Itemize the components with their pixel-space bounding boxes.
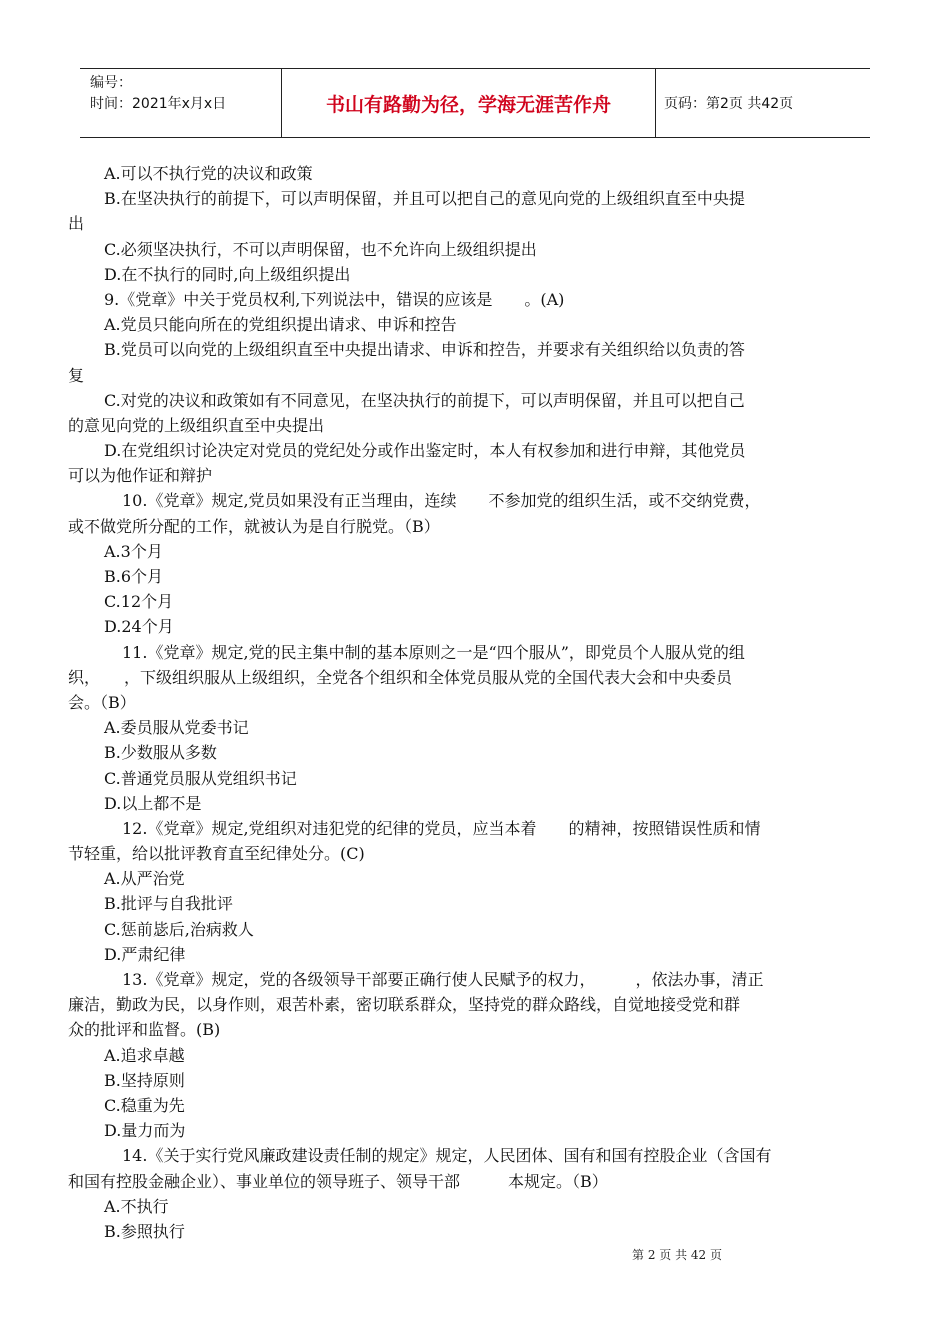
question-line: 9.《党章》中关于党员权利,下列说法中，错误的应该是 。(A) (104, 289, 565, 309)
text-line: 众的批评和监督。(B) (68, 1020, 221, 1040)
text-line: D.在不执行的同时,向上级组织提出 (104, 264, 351, 284)
text-line: B.参照执行 (104, 1221, 185, 1241)
text-line: 和国有控股金融企业）、事业单位的领导班子、领导干部 本规定。（B） (68, 1171, 608, 1191)
question-line: 14.《关于实行党风廉政建设责任制的规定》规定，人民团体、国有和国有控股企业（含国有 (122, 1146, 772, 1166)
text-line: D.以上都不是 (104, 793, 202, 813)
text-line: 复 (68, 365, 85, 385)
header-motto: 书山有路勤为径，学海无涯苦作舟 (282, 69, 656, 137)
text-line: D.24个月 (104, 617, 174, 637)
header-meta (80, 69, 282, 137)
text-line: A.3个月 (104, 541, 163, 561)
text-line: B.在坚决执行的前提下，可以声明保留，并且可以把自己的意见向党的上级组织直至中央提 (104, 189, 745, 209)
text-line: B.批评与自我批评 (104, 894, 233, 914)
text-line: B.少数服从多数 (104, 743, 217, 763)
text-line: 廉洁，勤政为民，以身作则，艰苦朴素，密切联系群众，坚持党的群众路线，自觉地接受党和群 (68, 995, 741, 1015)
text-line: 的意见向党的上级组织直至中央提出 (68, 415, 325, 435)
text-line: C.普通党员服从党组织书记 (104, 768, 297, 788)
text-line: B.党员可以向党的上级组织直至中央提出请求、申诉和控告，并要求有关组织给以负责的答 (104, 340, 745, 360)
text-line: 会。（B） (68, 692, 136, 712)
text-line: C.惩前毖后,治病救人 (104, 919, 254, 939)
text-line: A.可以不执行党的决议和政策 (104, 164, 313, 183)
text-line: 出 (68, 214, 85, 234)
text-line: 或不做党所分配的工作，就被认为是自行脱党。（B） (68, 516, 440, 536)
document-code-label: 编号： (90, 75, 132, 91)
text-line: D.严肃纪律 (104, 944, 186, 964)
text-line: A.追求卓越 (104, 1045, 185, 1065)
text-line: 节轻重，给以批评教育直至纪律处分。(C) (68, 844, 365, 864)
text-line: C.12个月 (104, 592, 174, 612)
text-line: 可以为他作证和辩护 (68, 466, 213, 486)
page-header (80, 68, 870, 138)
text-line: C.对党的决议和政策如有不同意见，在坚决执行的前提下，可以声明保留，并且可以把自己 (104, 390, 745, 410)
text-line: 织， ，下级组织服从上级组织，全党各个组织和全体党员服从党的全国代表大会和中央委员 (68, 667, 733, 687)
page-footer: 第 2 页 共 42 页 (632, 1248, 722, 1262)
question-line: 11.《党章》规定,党的民主集中制的基本原则之一是“四个服从”，即党员个人服从党的组 (122, 642, 745, 662)
text-line: C.必须坚决执行，不可以声明保留，也不允许向上级组织提出 (104, 239, 537, 259)
header-page-info: 页码：第2页 共42页 (664, 96, 794, 112)
document-time-label: 时间：2021年x月x日 (90, 96, 227, 112)
text-line: A.不执行 (104, 1196, 169, 1216)
text-line: D.在党组织讨论决定对党员的党纪处分或作出鉴定时，本人有权参加和进行申辩，其他党员 (104, 441, 746, 461)
question-line: 12.《党章》规定,党组织对违犯党的纪律的党员，应当本着 的精神，按照错误性质和情 (122, 818, 761, 838)
text-line: B.6个月 (104, 567, 164, 586)
text-line: A.委员服从党委书记 (104, 718, 249, 738)
text-line: B.坚持原则 (104, 1070, 185, 1090)
question-line: 13.《党章》规定，党的各级领导干部要正确行使人民赋予的权力， ，依法办事，清正 (122, 970, 764, 989)
text-line: C.稳重为先 (104, 1095, 185, 1115)
text-line: D.量力而为 (104, 1121, 186, 1141)
question-line: 10.《党章》规定,党员如果没有正当理由，连续 不参加党的组织生活，或不交纳党费， (122, 491, 761, 511)
text-line: A.从严治党 (104, 869, 185, 889)
text-line: A.党员只能向所在的党组织提出请求、申诉和控告 (104, 315, 457, 335)
document-body (68, 161, 884, 1244)
